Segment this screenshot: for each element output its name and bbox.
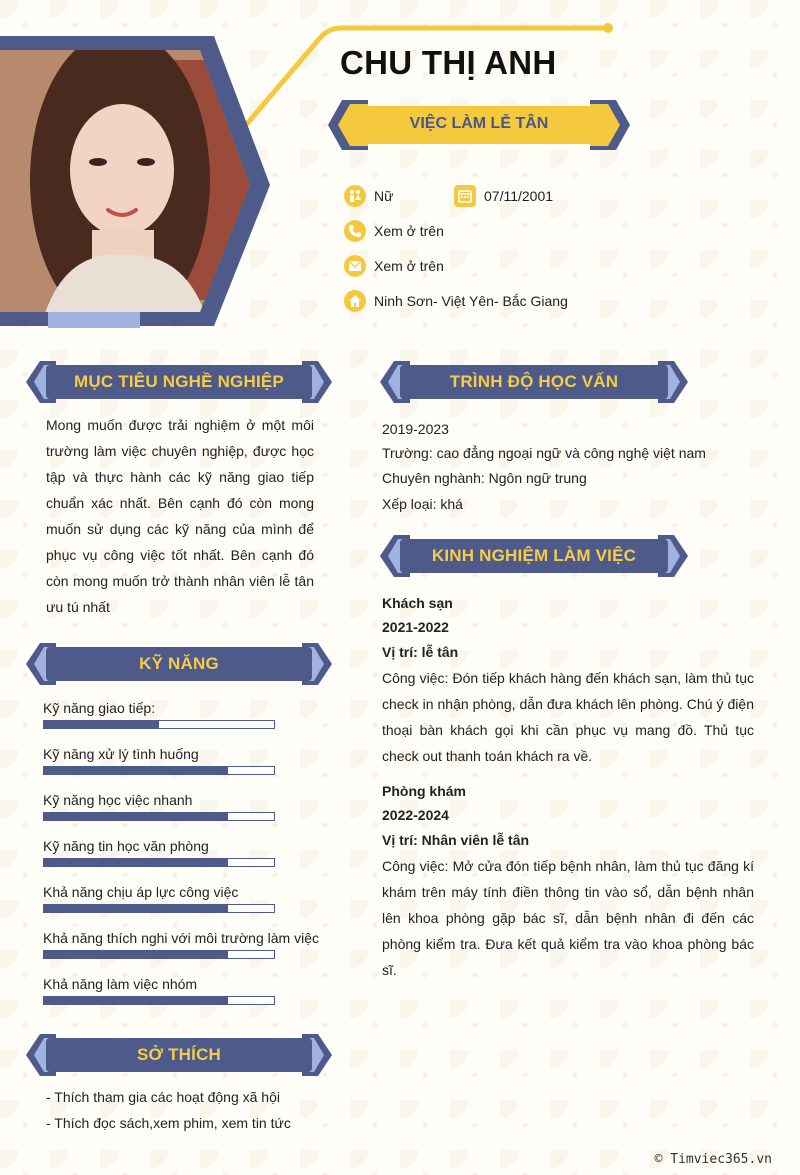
skill-label: Kỹ năng giao tiếp: bbox=[43, 700, 156, 716]
skill-item bbox=[43, 746, 275, 775]
skill-level-bar bbox=[43, 904, 275, 913]
skill-level-bar bbox=[43, 720, 275, 729]
skill-level-fill bbox=[44, 721, 159, 728]
experience-period: 2022-2024 bbox=[382, 807, 449, 823]
skill-label: Khả năng thích nghi với môi trường làm việc bbox=[43, 930, 319, 946]
education-school: Trường: cao đẳng ngoại ngữ và công nghệ việt nam bbox=[382, 445, 706, 461]
experience-position: Vị trí: lễ tân bbox=[382, 644, 459, 660]
skill-level-bar bbox=[43, 950, 275, 959]
skill-label: Kỹ năng học việc nhanh bbox=[43, 792, 193, 808]
experience-period: 2021-2022 bbox=[382, 619, 449, 635]
skill-label: Khả năng làm việc nhóm bbox=[43, 976, 198, 992]
hobbies-section-title: SỞ THÍCH bbox=[136, 1045, 222, 1064]
skill-level-bar bbox=[43, 766, 275, 775]
skill-item bbox=[43, 838, 275, 867]
envelope-icon bbox=[344, 255, 366, 277]
experience-section-header bbox=[380, 534, 688, 578]
experience-company: Phòng khám bbox=[382, 783, 467, 799]
phone-icon bbox=[344, 220, 366, 242]
experience-position: Vị trí: Nhân viên lễ tân bbox=[382, 832, 530, 848]
education-section-header bbox=[380, 360, 688, 404]
skill-label: Khả năng chịu áp lực công việc bbox=[43, 884, 239, 900]
calendar-icon bbox=[454, 185, 476, 207]
skill-level-fill bbox=[44, 997, 228, 1004]
skill-item bbox=[43, 930, 319, 959]
skill-level-fill bbox=[44, 859, 228, 866]
skill-level-fill bbox=[44, 951, 228, 958]
objective-text: Mong muốn được trải nghiệm ở một môi trường làm việc chuyên nghiệp, được học tập và thực hành các kỹ năng giao tiếp chuẩn xác nhất. Bên cạnh đó còn mong muốn sử dụng các kỹ năng của mình để phục vụ công việc tốt nhất. Bên cạnh đó còn mong muốn trở thành nhân viên lễ tân ưu tú nhất bbox=[46, 417, 314, 615]
address-value: Ninh Sơn- Việt Yên- Bắc Giang bbox=[374, 293, 568, 309]
education-section-title: TRÌNH ĐỘ HỌC VẤN bbox=[449, 372, 619, 391]
hobby-item: - Thích đọc sách,xem phim, xem tin tức bbox=[46, 1115, 291, 1131]
gender-value: Nữ bbox=[374, 188, 394, 204]
skill-item bbox=[43, 700, 275, 729]
home-icon bbox=[344, 290, 366, 312]
experience-section-title: KINH NGHIỆM LÀM VIỆC bbox=[431, 546, 637, 565]
skill-level-bar bbox=[43, 996, 275, 1005]
phone-value: Xem ở trên bbox=[374, 223, 444, 239]
skills-section-title: KỸ NĂNG bbox=[139, 654, 219, 673]
experience-description: Công việc: Mở cửa đón tiếp bệnh nhân, làm thủ tục đăng kí khám trên máy tính điền thông tin vào sổ, dẫn bệnh nhân lên khoa phòng gặp bác sĩ, dẫn bệnh nhân đi đến các phòng kiểm tra. Đưa kết quả kiểm tra vào khoa phòng bác sĩ. bbox=[382, 858, 754, 978]
skill-item bbox=[43, 976, 275, 1005]
birthdate-value: 07/11/2001 bbox=[484, 188, 554, 204]
skill-level-bar bbox=[43, 858, 275, 867]
skill-label: Kỹ năng xử lý tình huống bbox=[43, 746, 199, 762]
skill-level-fill bbox=[44, 905, 228, 912]
hobby-item: - Thích tham gia các hoạt động xã hội bbox=[46, 1089, 280, 1105]
experience-company: Khách sạn bbox=[382, 595, 453, 611]
skill-item bbox=[43, 884, 275, 913]
job-title: VIỆC LÀM LỄ TÂN bbox=[409, 115, 549, 132]
education-major: Chuyên nghành: Ngôn ngữ trung bbox=[382, 470, 587, 486]
candidate-name: CHU THỊ ANH bbox=[340, 44, 557, 81]
education-grade: Xếp loại: khá bbox=[382, 496, 463, 512]
skill-level-fill bbox=[44, 767, 228, 774]
footer-watermark: © Timviec365.vn bbox=[654, 1152, 772, 1167]
email-value: Xem ở trên bbox=[374, 258, 444, 274]
education-period: 2019-2023 bbox=[382, 421, 449, 437]
hobbies-section-header bbox=[26, 1033, 332, 1077]
profile-photo-frame bbox=[0, 0, 290, 340]
experience-description: Công việc: Đón tiếp khách hàng đến khách sạn, làm thủ tục check in nhận phòng, dẫn đưa khách lên phòng. Chú ý điện thoại bàn khách gọi khi cần phục vụ mang đồ. Thủ tục check out thanh toán khách ra về. bbox=[382, 670, 754, 764]
objective-section-title: MỤC TIÊU NGHỀ NGHIỆP bbox=[74, 372, 284, 391]
gender-icon bbox=[344, 185, 366, 207]
skill-level-fill bbox=[44, 813, 228, 820]
objective-section-header bbox=[26, 360, 332, 404]
skill-level-bar bbox=[43, 812, 275, 821]
skill-label: Kỹ năng tin học văn phòng bbox=[43, 838, 209, 854]
skill-item bbox=[43, 792, 275, 821]
skills-section-header bbox=[26, 642, 332, 686]
